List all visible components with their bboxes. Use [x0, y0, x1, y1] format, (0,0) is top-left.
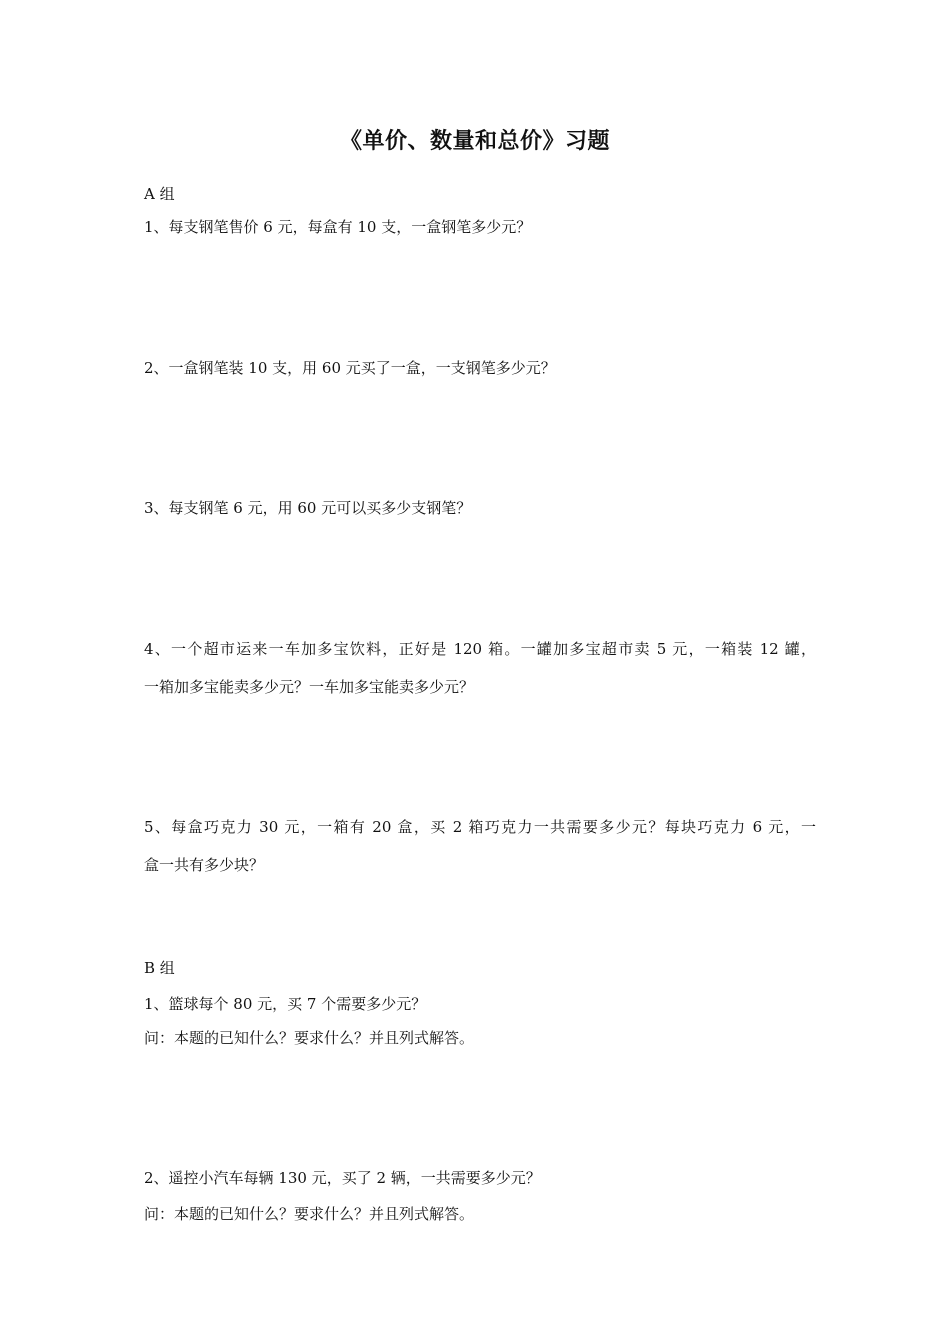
- question-a1: 1、每支钢笔售价 6 元，每盒有 10 支，一盒钢笔多少元？: [144, 218, 532, 236]
- question-b2-prompt: 问：本题的已知什么？要求什么？并且列式解答。: [144, 1205, 475, 1223]
- question-b1: 1、篮球每个 80 元，买 7 个需要多少元？: [144, 995, 427, 1013]
- question-a5-line1: 5、每盒巧克力 30 元，一箱有 20 盒，买 2 箱巧克力一共需要多少元？每块巧克力 6 元，一: [144, 818, 816, 836]
- question-b2: 2、遥控小汽车每辆 130 元，买了 2 辆，一共需要多少元？: [144, 1169, 541, 1187]
- question-a4-line2: 一箱加多宝能卖多少元？一车加多宝能卖多少元？: [144, 678, 475, 696]
- group-a-label: A 组: [144, 185, 175, 203]
- question-a3: 3、每支钢笔 6 元，用 60 元可以买多少支钢笔？: [144, 499, 472, 517]
- page-title: 《单价、数量和总价》习题: [339, 128, 610, 154]
- group-b-label: B 组: [144, 959, 175, 977]
- question-b1-prompt: 问：本题的已知什么？要求什么？并且列式解答。: [144, 1029, 475, 1047]
- question-a5-line2: 盒一共有多少块？: [144, 856, 265, 874]
- question-a2: 2、一盒钢笔装 10 支，用 60 元买了一盒，一支钢笔多少元？: [144, 359, 556, 377]
- question-a4-line1: 4、一个超市运来一车加多宝饮料，正好是 120 箱。一罐加多宝超市卖 5 元，一箱装 12 罐，: [144, 640, 816, 658]
